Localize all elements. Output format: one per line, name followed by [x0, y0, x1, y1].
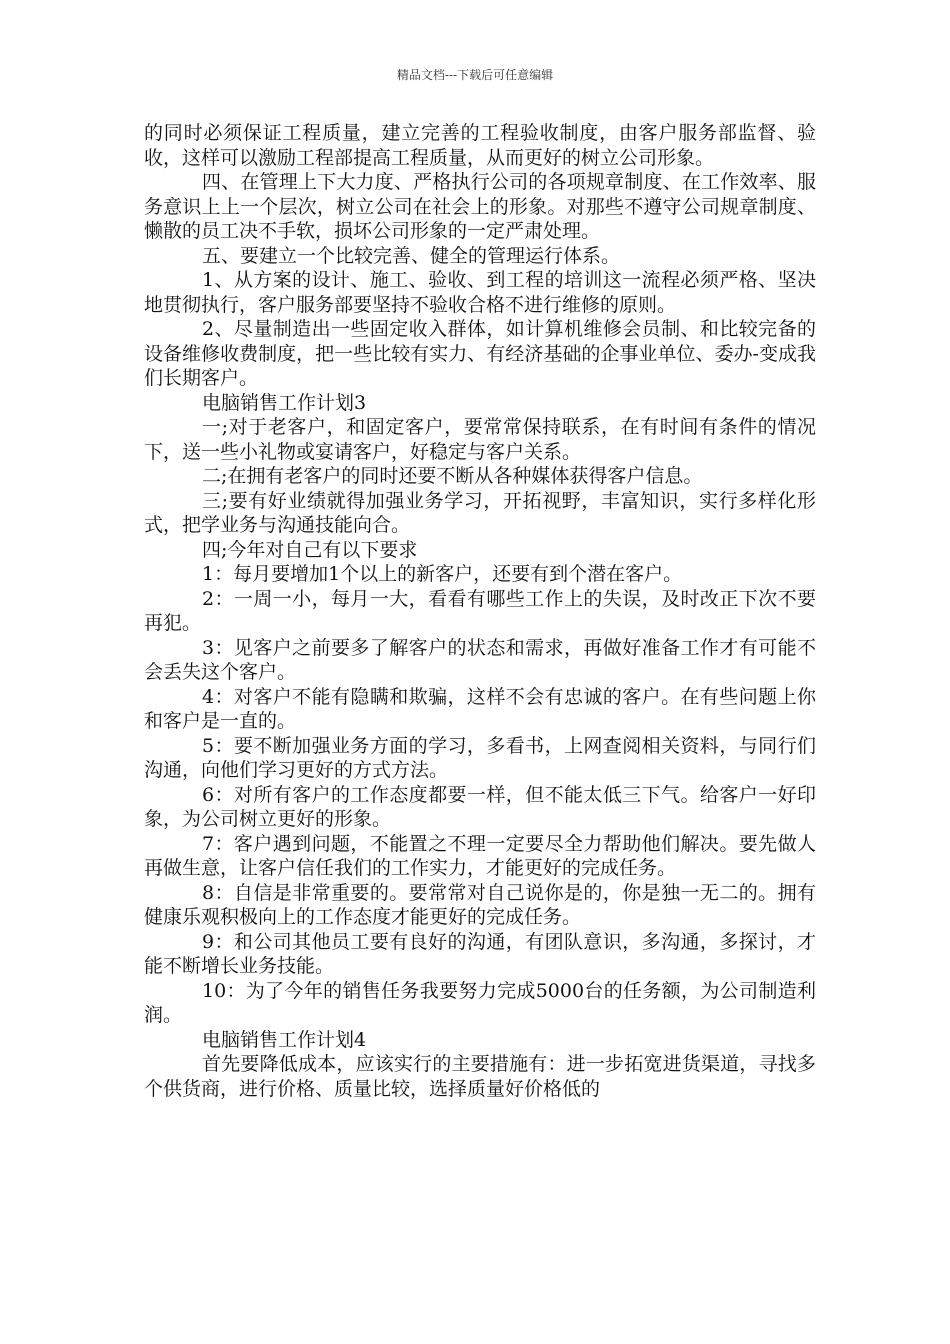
- paragraph: 一;对于老客户，和固定客户，要常常保持联系，在有时间有条件的情况下，送一些小礼物或宴请客户，好稳定与客户关系。: [144, 416, 816, 463]
- paragraph: 9：和公司其他员工要有良好的沟通，有团队意识，多沟通，多探讨，才能不断增长业务技能。: [144, 930, 816, 977]
- paragraph: 8：自信是非常重要的。要常常对自己说你是的，你是独一无二的。拥有健康乐观积极向上的工作态度才能更好的完成任务。: [144, 881, 816, 928]
- paragraph: 6：对所有客户的工作态度都要一样，但不能太低三下气。给客户一好印象，为公司树立更好的形象。: [144, 783, 816, 830]
- paragraph: 三;要有好业绩就得加强业务学习，开拓视野，丰富知识，实行多样化形式，把学业务与沟通技能向合。: [144, 489, 816, 536]
- document-body: [144, 121, 816, 1101]
- paragraph: 首先要降低成本，应该实行的主要措施有：进一步拓宽进货渠道，寻找多个供货商，进行价格、质量比较，选择质量好价格低的: [144, 1053, 816, 1100]
- paragraph: 电脑销售工作计划4: [202, 1028, 367, 1051]
- paragraph: 2：一周一小，每月一大，看看有哪些工作上的失误，及时改正下次不要再犯。: [144, 587, 816, 634]
- paragraph: 四;今年对自己有以下要求: [202, 538, 418, 561]
- paragraph: 1、从方案的设计、施工、验收、到工程的培训这一流程必须严格、坚决地贯彻执行，客户服务部要坚持不验收合格不进行维修的原则。: [144, 269, 816, 316]
- paragraph: 3：见客户之前要多了解客户的状态和需求，再做好准备工作才有可能不会丢失这个客户。: [144, 636, 816, 683]
- paragraph: 2、尽量制造出一些固定收入群体，如计算机维修会员制、和比较完备的设备维修收费制度，把一些比较有实力、有经济基础的企事业单位、委办-变成我们长期客户。: [144, 318, 816, 389]
- paragraph: 的同时必须保证工程质量，建立完善的工程验收制度，由客户服务部监督、验收，这样可以激励工程部提高工程质量，从而更好的树立公司形象。: [144, 122, 816, 169]
- paragraph: 四、在管理上下大力度、严格执行公司的各项规章制度、在工作效率、服务意识上上一个层次，树立公司在社会上的形象。对那些不遵守公司规章制度、懒散的员工决不手软，损坏公司形象的一定严肃处理。: [144, 171, 816, 242]
- paragraph: 二;在拥有老客户的同时还要不断从各种媒体获得客户信息。: [202, 465, 703, 487]
- paragraph: 5：要不断加强业务方面的学习，多看书，上网查阅相关资料，与同行们沟通，向他们学习更好的方式方法。: [144, 734, 816, 781]
- paragraph: 1：每月要增加1个以上的新客户，还要有到个潜在客户。: [202, 563, 683, 585]
- paragraph: 五、要建立一个比较完善、健全的管理运行体系。: [202, 244, 621, 267]
- paragraph: 10：为了今年的销售任务我要努力完成5000台的任务额，为公司制造利润。: [144, 979, 816, 1026]
- paragraph: 7：客户遇到问题，不能置之不理一定要尽全力帮助他们解决。要先做人再做生意，让客户信任我们的工作实力，才能更好的完成任务。: [144, 832, 816, 879]
- page-header: 精品文档---下载后可任意编辑: [396, 68, 554, 82]
- paragraph: 4：对客户不能有隐瞒和欺骗，这样不会有忠诚的客户。在有些问题上你和客户是一直的。: [144, 685, 816, 732]
- paragraph: 电脑销售工作计划3: [202, 391, 367, 414]
